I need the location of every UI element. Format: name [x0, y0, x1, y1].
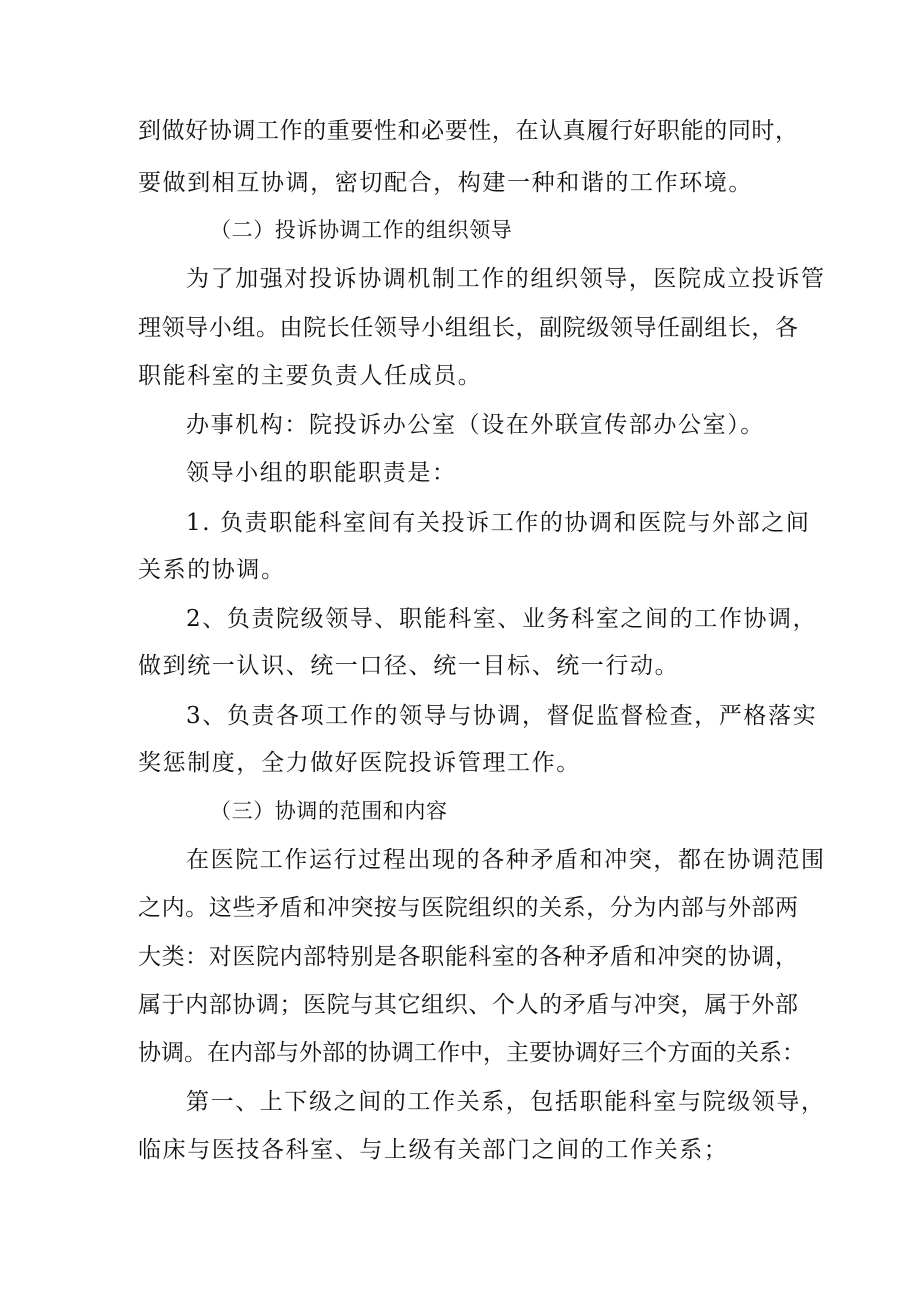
paragraph-line: 理领导小组。由院长任领导小组组长，副院级领导任副组长，各 — [138, 315, 798, 341]
paragraph-line: 到做好协调工作的重要性和必要性，在认真履行好职能的同时， — [138, 118, 798, 144]
paragraph-line: 奖惩制度，全力做好医院投诉管理工作。 — [138, 750, 581, 776]
paragraph-line: 做到统一认识、统一口径、统一目标、统一行动。 — [138, 653, 680, 679]
paragraph-line: 要做到相互协调，密切配合，构建一种和谐的工作环境。 — [138, 170, 753, 196]
paragraph-line: 在医院工作运行过程出现的各种矛盾和冲突，都在协调范围 — [186, 847, 826, 873]
paragraph-line: 办事机构：院投诉办公室（设在外联宣传部办公室）。 — [186, 412, 765, 438]
list-item-2: 2、负责院级领导、职能科室、业务科室之间的工作协调， — [186, 606, 818, 632]
section-heading-2: （二）投诉协调工作的组织领导 — [210, 218, 513, 242]
paragraph-line: 之内。这些矛盾和冲突按与医院组织的关系，分为内部与外部两 — [138, 895, 798, 921]
paragraph-line: 属于内部协调；医院与其它组织、个人的矛盾与冲突，属于外部 — [138, 992, 798, 1018]
section-heading-3: （三）协调的范围和内容 — [210, 799, 448, 823]
paragraph-line: 第一、上下级之间的工作关系，包括职能科室与院级领导， — [186, 1089, 826, 1115]
paragraph-line: 大类：对医院内部特别是各职能科室的各种矛盾和冲突的协调， — [138, 944, 798, 970]
paragraph-line: 协调。在内部与外部的协调工作中，主要协调好三个方面的关系： — [138, 1040, 805, 1066]
paragraph-line: 领导小组的职能职责是： — [186, 460, 457, 486]
paragraph-line: 临床与医技各科室、与上级有关部门之间的工作关系； — [138, 1137, 729, 1163]
paragraph-line: 关系的协调。 — [138, 557, 286, 583]
list-item-3: 3、负责各项工作的领导与协调，督促监督检查，严格落实 — [186, 703, 818, 729]
list-item-1: 1. 负责职能科室间有关投诉工作的协调和医院与外部之间 — [186, 510, 811, 536]
paragraph-line: 职能科室的主要负责人任成员。 — [138, 363, 483, 389]
paragraph-line: 为了加强对投诉协调机制工作的组织领导，医院成立投诉管 — [186, 266, 826, 292]
